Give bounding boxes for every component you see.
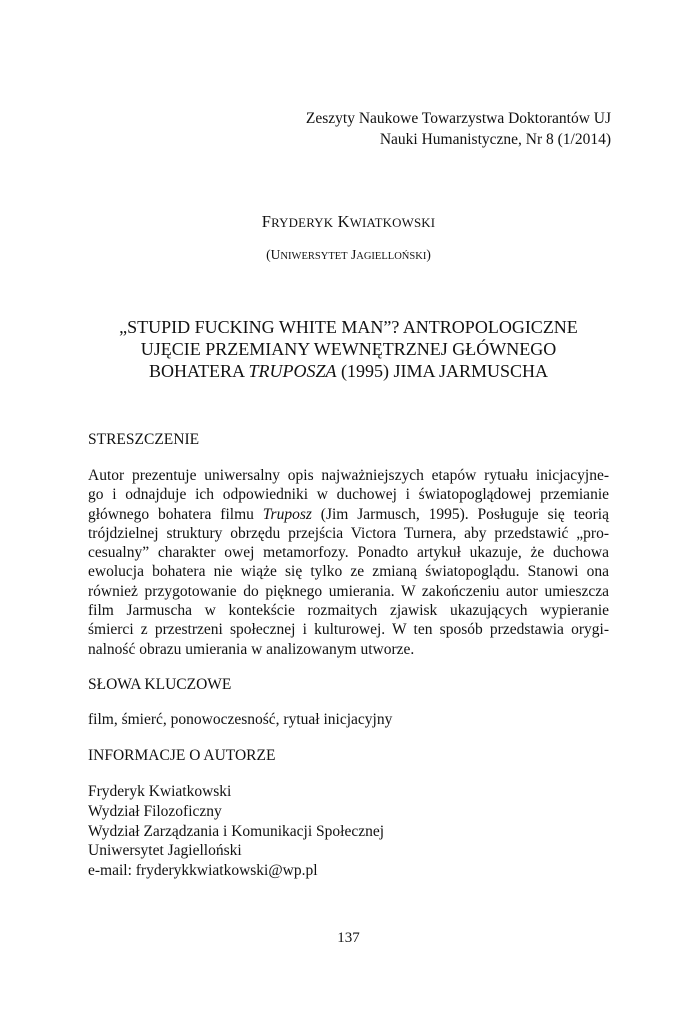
abstract-line: Autor prezentuje uniwersalny opis najważniejszych etapów rytuału inicjacyjne- [88, 467, 609, 484]
author-last-initial: K [337, 212, 350, 231]
author-info-details [88, 782, 609, 881]
author-last-rest: WIATKOWSKI [349, 216, 436, 230]
author-name [0, 212, 697, 232]
abstract-line: go i odnajduje ich odpowiedniki w duchowej i światopoglądowej przemianie [88, 486, 609, 504]
author-email: e-mail: fryderykkwiatkowski@wp.pl [88, 862, 318, 880]
abstract-line [88, 505, 609, 524]
title-line-3-pre: BOHATERA [148, 361, 249, 381]
abstract-line-3-post: (Jim Jarmusch, 1995). Posługuje się teorią [311, 505, 609, 523]
affiliation-j-initial: J [350, 247, 357, 262]
author-first-rest: RYDERYK [271, 216, 334, 230]
author-info-heading: INFORMACJE O AUTORZE [88, 747, 276, 764]
abstract-film-name: Truposz [262, 505, 312, 523]
journal-header [306, 108, 611, 150]
abstract-line-3-pre: głównego bohatera filmu [88, 505, 263, 523]
affiliation-j-rest: AGIELLOŃSKI [356, 251, 427, 262]
author-first-initial: F [261, 212, 272, 231]
affiliation-w-initial: U [270, 247, 281, 262]
abstract-line: śmierci z przestrzeni społecznej i kulturowej. W ten sposób przedstawia orygi- [88, 621, 609, 639]
journal-name: Zeszyty Naukowe Towarzystwa Doktorantów UJ [305, 110, 611, 127]
title-line-3-post: (1995) JIMA JARMUSCHA [336, 361, 549, 381]
title-line-2: UJĘCIE PRZEMIANY WEWNĘTRZNEJ GŁÓWNEGO [140, 339, 557, 359]
affiliation-open: ( [266, 247, 271, 262]
abstract-text [88, 466, 609, 659]
abstract-heading: STRESZCZENIE [88, 431, 200, 448]
journal-issue: Nauki Humanistyczne, Nr 8 (1/2014) [379, 131, 611, 148]
author-info-line: Wydział Filozoficzny [88, 802, 222, 820]
author-info-line: Uniwersytet Jagielloński [88, 842, 242, 860]
abstract-line: trójdzielnej struktury obrzędu przejścia Victora Turnera, aby przedstawić „pro- [88, 524, 609, 542]
keywords-text: film, śmierć, ponowoczesność, rytuał inicjacyjny [88, 711, 393, 728]
abstract-line: film Jarmuscha w kontekście rozmaitych zjawisk ukazujących wypieranie [88, 602, 609, 620]
affiliation-close: ) [426, 247, 431, 262]
abstract-line: cesualny” charakter owej metamorfozy. Ponadto artykuł ukazuje, że duchowa [88, 544, 609, 562]
title-line-3 [0, 360, 697, 382]
abstract-line: ewolucja bohatera nie wiąże się tylko ze zmianą światopoglądu. Stanowi ona [88, 563, 609, 581]
abstract-line: również przygotowanie do pięknego umierania. W zakończeniu autor umieszcza [88, 582, 609, 600]
article-title [0, 316, 697, 382]
page-number: 137 [337, 930, 360, 946]
title-film-name: TRUPOSZA [248, 361, 337, 381]
keywords-heading: SŁOWA KLUCZOWE [88, 676, 232, 693]
title-line-1: „STUPID FUCKING WHITE MAN”? ANTROPOLOGICZNE [119, 317, 578, 337]
affiliation-w-rest: NIWERSYTET [280, 251, 348, 262]
author-affiliation [0, 247, 697, 263]
abstract-line: nalność obrazu umierania w analizowanym utworze. [88, 640, 415, 658]
author-info-line: Wydział Zarządzania i Komunikacji Społecznej [88, 822, 385, 840]
author-info-line: Fryderyk Kwiatkowski [88, 783, 232, 800]
